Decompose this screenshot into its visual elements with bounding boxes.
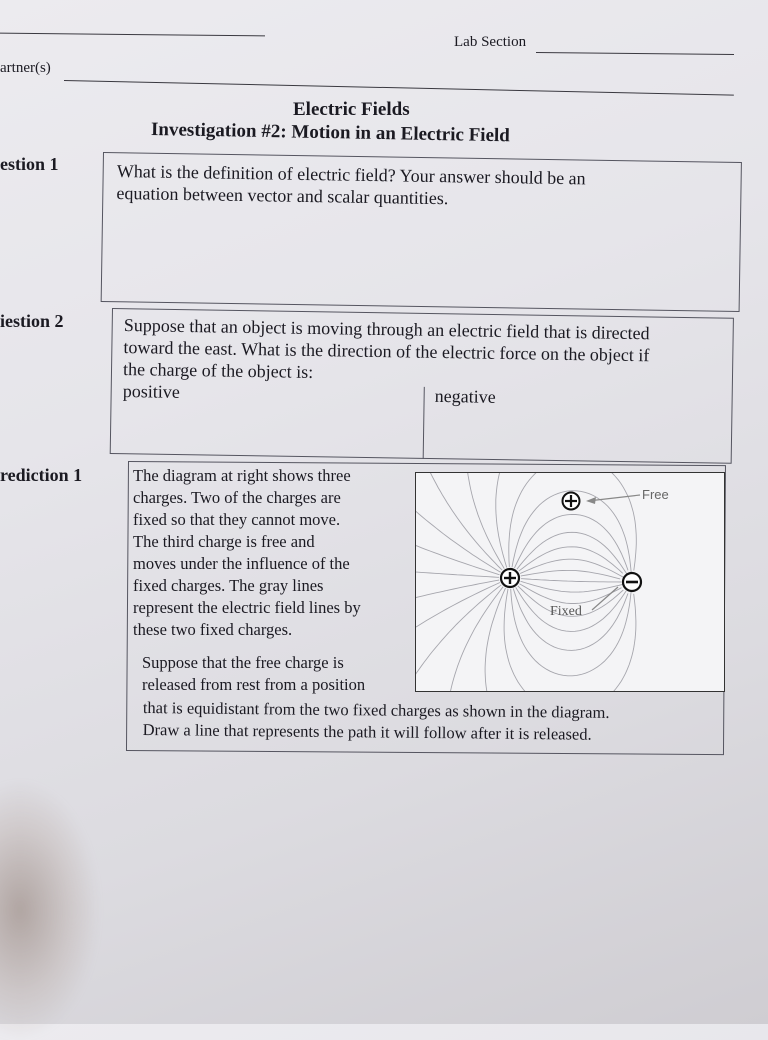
field-lines: [416, 473, 636, 692]
instruction-line-1: Suppose that the free charge is: [142, 653, 344, 672]
free-charge-label: Free: [642, 487, 669, 502]
positive-column-label: positive: [122, 380, 180, 402]
description-line-8: these two fixed charges.: [133, 620, 293, 639]
page-title: Electric Fields: [293, 99, 410, 120]
question-1-label: estion 1: [0, 154, 59, 174]
field-lines-canvas: [416, 473, 725, 692]
instruction-line-3: that is equidistant from the two fixed charges as shown in the diagram.: [142, 697, 610, 722]
field-line: [519, 584, 621, 604]
instruction-line-4: Draw a line that represents the path it will follow after it is released.: [142, 719, 592, 744]
description-line-5: moves under the influence of the: [133, 554, 350, 573]
prediction-1-label: rediction 1: [0, 465, 83, 485]
prediction-1-description: [133, 465, 361, 641]
field-line: [521, 579, 621, 582]
prediction-1-instructions-wide: [143, 697, 610, 746]
question-2-label: iestion 2: [0, 311, 64, 331]
field-line: [416, 580, 499, 608]
negative-answer-area[interactable]: [426, 408, 732, 454]
free-positive-charge: [563, 493, 580, 510]
fixed-negative-charge: [623, 573, 641, 591]
field-line: [416, 474, 501, 573]
field-line: [520, 559, 624, 577]
question-1-line-2: equation between vector and scalar quantities.: [116, 182, 449, 209]
question-2-line-2: toward the east. What is the direction of the electric force on the object if: [123, 336, 650, 366]
field-line: [485, 588, 505, 692]
question-1-line-1: What is the definition of electric field? Your answer should be an: [116, 160, 586, 189]
negative-column-label: negative: [434, 385, 496, 407]
field-line: [521, 570, 620, 579]
description-line-6: fixed charges. The gray lines: [133, 576, 324, 595]
field-line: [416, 473, 502, 570]
description-line-3: fixed so that they cannot move.: [133, 510, 341, 529]
question-2-prompt: [123, 314, 650, 410]
field-line: [521, 581, 624, 592]
partners-underline: [64, 80, 734, 96]
fixed-positive-charge: [501, 569, 519, 587]
partners-label: artner(s): [0, 60, 51, 76]
description-line-2: charges. Two of the charges are: [133, 488, 341, 507]
description-line-4: The third charge is free and: [133, 532, 315, 551]
field-line: [446, 587, 504, 692]
prediction-1-instructions: [142, 652, 365, 696]
question-2-line-1: Suppose that an object is moving through an electric field that is directed: [123, 314, 650, 344]
description-line-1: The diagram at right shows three: [133, 466, 351, 485]
field-line: [511, 589, 631, 676]
field-line: [519, 547, 623, 574]
lab-section-label: Lab Section: [454, 34, 527, 50]
question-2-line-3: the charge of the object is:: [122, 358, 314, 382]
lab-section-underline: [536, 52, 734, 55]
free-pointer-arrowhead: [586, 497, 596, 504]
description-line-7: represent the electric field lines by: [133, 598, 361, 617]
investigation-title: Investigation #2: Motion in an Electric Field: [150, 119, 511, 147]
finger-shadow: [0, 780, 100, 1040]
electric-field-diagram[interactable]: [415, 472, 725, 692]
instruction-line-2: released from rest from a position: [142, 675, 366, 694]
field-line: [496, 473, 519, 568]
question-1-prompt: [116, 160, 586, 211]
name-underline: [0, 33, 265, 37]
fixed-charge-label: Fixed: [550, 604, 582, 619]
positive-answer-area[interactable]: [114, 405, 422, 453]
